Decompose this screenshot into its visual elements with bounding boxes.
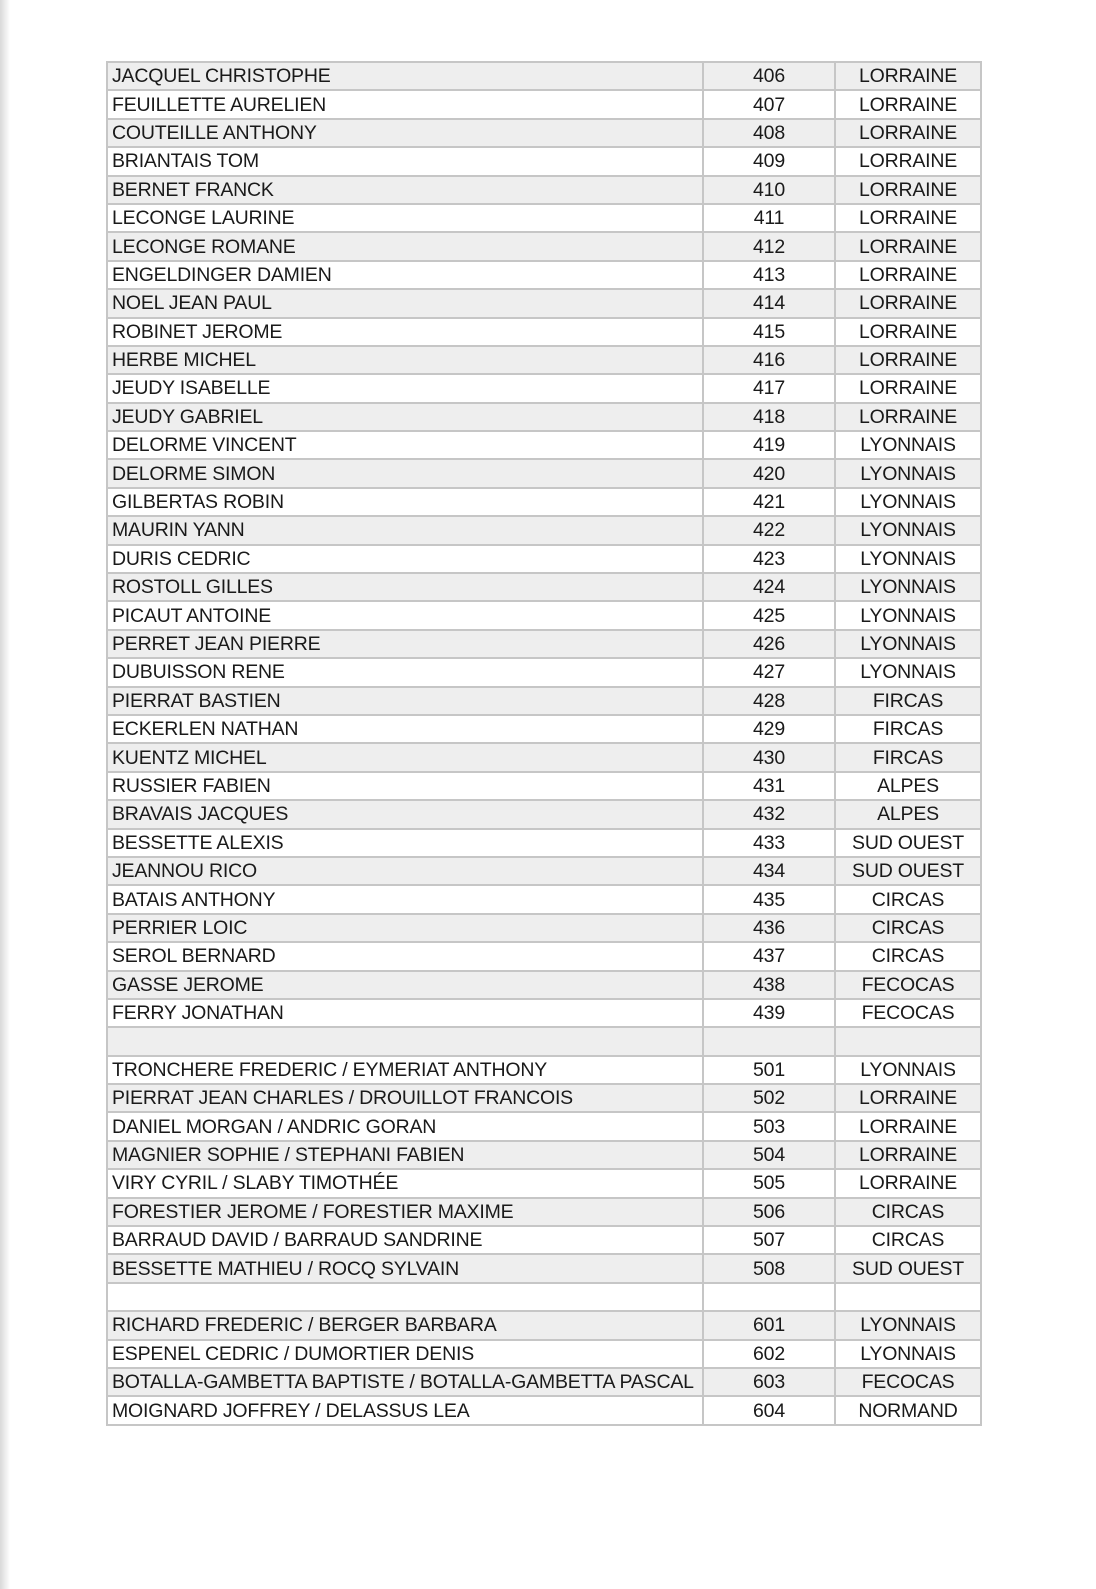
participant-region-cell: LORRAINE <box>835 1112 981 1140</box>
participant-region-cell: CIRCAS <box>835 1198 981 1226</box>
participant-number-cell: 407 <box>703 90 835 118</box>
participant-number-cell: 413 <box>703 261 835 289</box>
participant-number-cell: 428 <box>703 687 835 715</box>
participant-number-cell: 412 <box>703 232 835 260</box>
table-row-empty <box>107 1027 981 1055</box>
participant-region-cell: LYONNAIS <box>835 1056 981 1084</box>
table-row <box>107 289 981 317</box>
participant-region-cell: LORRAINE <box>835 403 981 431</box>
participant-name-cell <box>107 1027 703 1055</box>
table-row <box>107 857 981 885</box>
participant-table <box>106 61 982 1426</box>
participant-number-cell: 601 <box>703 1311 835 1339</box>
table-row <box>107 516 981 544</box>
participant-region-cell: SUD OUEST <box>835 829 981 857</box>
participant-region-cell: FIRCAS <box>835 715 981 743</box>
participant-name-cell: ECKERLEN NATHAN <box>107 715 703 743</box>
participant-region-cell: CIRCAS <box>835 942 981 970</box>
participant-number-cell: 438 <box>703 971 835 999</box>
participant-region-cell: LORRAINE <box>835 147 981 175</box>
participant-number-cell: 504 <box>703 1141 835 1169</box>
participant-region-cell: ALPES <box>835 800 981 828</box>
table-row <box>107 431 981 459</box>
table-row <box>107 1226 981 1254</box>
participant-name-cell: FORESTIER JEROME / FORESTIER MAXIME <box>107 1198 703 1226</box>
participant-name-cell: NOEL JEAN PAUL <box>107 289 703 317</box>
participant-region-cell <box>835 1283 981 1311</box>
participant-region-cell: FECOCAS <box>835 1368 981 1396</box>
table-row <box>107 403 981 431</box>
table-row <box>107 261 981 289</box>
participant-number-cell: 427 <box>703 658 835 686</box>
participant-number-cell: 417 <box>703 374 835 402</box>
participant-number-cell: 508 <box>703 1254 835 1282</box>
participant-name-cell: BATAIS ANTHONY <box>107 885 703 913</box>
participant-number-cell: 435 <box>703 885 835 913</box>
participant-region-cell: LORRAINE <box>835 1141 981 1169</box>
table-row <box>107 90 981 118</box>
participant-name-cell: HERBE MICHEL <box>107 346 703 374</box>
participant-region-cell: LYONNAIS <box>835 1340 981 1368</box>
participant-number-cell: 602 <box>703 1340 835 1368</box>
participant-name-cell: PIERRAT JEAN CHARLES / DROUILLOT FRANCOIS <box>107 1084 703 1112</box>
participant-name-cell: FERRY JONATHAN <box>107 999 703 1027</box>
participant-number-cell: 437 <box>703 942 835 970</box>
participant-region-cell: LORRAINE <box>835 232 981 260</box>
participant-number-cell: 421 <box>703 488 835 516</box>
participant-region-cell: LORRAINE <box>835 1169 981 1197</box>
participant-name-cell: COUTEILLE ANTHONY <box>107 119 703 147</box>
participant-name-cell: VIRY CYRIL / SLABY TIMOTHÉE <box>107 1169 703 1197</box>
participant-region-cell: LYONNAIS <box>835 488 981 516</box>
table-row <box>107 1340 981 1368</box>
table-row <box>107 204 981 232</box>
table-row <box>107 1311 981 1339</box>
participant-name-cell: KUENTZ MICHEL <box>107 743 703 771</box>
participant-number-cell: 420 <box>703 459 835 487</box>
participant-name-cell: ESPENEL CEDRIC / DUMORTIER DENIS <box>107 1340 703 1368</box>
participant-name-cell: BRIANTAIS TOM <box>107 147 703 175</box>
participant-region-cell: LORRAINE <box>835 1084 981 1112</box>
participant-name-cell: SEROL BERNARD <box>107 942 703 970</box>
participant-name-cell: RUSSIER FABIEN <box>107 772 703 800</box>
participant-region-cell <box>835 1027 981 1055</box>
participant-number-cell: 422 <box>703 516 835 544</box>
table-row <box>107 374 981 402</box>
participant-region-cell: LYONNAIS <box>835 431 981 459</box>
participant-region-cell: LYONNAIS <box>835 630 981 658</box>
table-row <box>107 772 981 800</box>
participant-number-cell: 410 <box>703 176 835 204</box>
participant-number-cell: 432 <box>703 800 835 828</box>
participant-name-cell: JEANNOU RICO <box>107 857 703 885</box>
participant-region-cell: FIRCAS <box>835 687 981 715</box>
participant-name-cell: LECONGE LAURINE <box>107 204 703 232</box>
participant-region-cell: LYONNAIS <box>835 459 981 487</box>
table-row <box>107 318 981 346</box>
table-row <box>107 687 981 715</box>
table-row <box>107 62 981 90</box>
table-row <box>107 1056 981 1084</box>
participant-region-cell: FIRCAS <box>835 743 981 771</box>
participant-region-cell: LORRAINE <box>835 374 981 402</box>
table-row <box>107 1254 981 1282</box>
table-row <box>107 459 981 487</box>
participant-number-cell: 433 <box>703 829 835 857</box>
participant-number-cell: 415 <box>703 318 835 346</box>
participant-number-cell: 416 <box>703 346 835 374</box>
participant-number-cell: 406 <box>703 62 835 90</box>
table-row <box>107 971 981 999</box>
table-row <box>107 829 981 857</box>
table-row <box>107 488 981 516</box>
table-row <box>107 800 981 828</box>
participant-name-cell: ROSTOLL GILLES <box>107 573 703 601</box>
table-row <box>107 1112 981 1140</box>
participant-region-cell: LYONNAIS <box>835 601 981 629</box>
participant-name-cell: ENGELDINGER DAMIEN <box>107 261 703 289</box>
participant-name-cell: BESSETTE ALEXIS <box>107 829 703 857</box>
participant-number-cell: 409 <box>703 147 835 175</box>
participant-number-cell: 426 <box>703 630 835 658</box>
table-row <box>107 573 981 601</box>
participant-region-cell: FECOCAS <box>835 999 981 1027</box>
participant-name-cell <box>107 1283 703 1311</box>
table-row-empty <box>107 1283 981 1311</box>
participant-number-cell: 430 <box>703 743 835 771</box>
participant-region-cell: NORMAND <box>835 1396 981 1424</box>
table-row <box>107 715 981 743</box>
participant-number-cell: 431 <box>703 772 835 800</box>
participant-number-cell: 502 <box>703 1084 835 1112</box>
participant-number-cell: 506 <box>703 1198 835 1226</box>
participant-region-cell: ALPES <box>835 772 981 800</box>
participant-name-cell: MAURIN YANN <box>107 516 703 544</box>
participant-number-cell: 507 <box>703 1226 835 1254</box>
participant-name-cell: FEUILLETTE AURELIEN <box>107 90 703 118</box>
participant-name-cell: PERRET JEAN PIERRE <box>107 630 703 658</box>
participant-region-cell: LYONNAIS <box>835 658 981 686</box>
participant-region-cell: LORRAINE <box>835 346 981 374</box>
participant-name-cell: JEUDY ISABELLE <box>107 374 703 402</box>
table-row <box>107 1141 981 1169</box>
participant-name-cell: GILBERTAS ROBIN <box>107 488 703 516</box>
participant-number-cell: 425 <box>703 601 835 629</box>
participant-region-cell: LORRAINE <box>835 204 981 232</box>
participant-name-cell: DELORME VINCENT <box>107 431 703 459</box>
participant-region-cell: LORRAINE <box>835 119 981 147</box>
participant-name-cell: BERNET FRANCK <box>107 176 703 204</box>
participant-name-cell: JEUDY GABRIEL <box>107 403 703 431</box>
participant-number-cell: 418 <box>703 403 835 431</box>
participant-number-cell: 604 <box>703 1396 835 1424</box>
participant-name-cell: RICHARD FREDERIC / BERGER BARBARA <box>107 1311 703 1339</box>
table-row <box>107 630 981 658</box>
participant-name-cell: TRONCHERE FREDERIC / EYMERIAT ANTHONY <box>107 1056 703 1084</box>
table-row <box>107 346 981 374</box>
participant-name-cell: BOTALLA-GAMBETTA BAPTISTE / BOTALLA-GAMBETTA PASCAL <box>107 1368 703 1396</box>
participant-name-cell: PIERRAT BASTIEN <box>107 687 703 715</box>
participant-number-cell: 411 <box>703 204 835 232</box>
participant-region-cell: LYONNAIS <box>835 573 981 601</box>
participant-number-cell: 501 <box>703 1056 835 1084</box>
table-row <box>107 658 981 686</box>
table-row <box>107 176 981 204</box>
table-row <box>107 1169 981 1197</box>
participant-number-cell: 439 <box>703 999 835 1027</box>
participant-region-cell: LYONNAIS <box>835 545 981 573</box>
participant-name-cell: PICAUT ANTOINE <box>107 601 703 629</box>
participant-region-cell: SUD OUEST <box>835 857 981 885</box>
table-row <box>107 1368 981 1396</box>
table-row <box>107 119 981 147</box>
table-row <box>107 743 981 771</box>
participant-name-cell: DUBUISSON RENE <box>107 658 703 686</box>
participant-name-cell: BRAVAIS JACQUES <box>107 800 703 828</box>
table-row <box>107 232 981 260</box>
participant-name-cell: JACQUEL CHRISTOPHE <box>107 62 703 90</box>
participant-name-cell: BARRAUD DAVID / BARRAUD SANDRINE <box>107 1226 703 1254</box>
participant-number-cell: 505 <box>703 1169 835 1197</box>
participant-number-cell: 436 <box>703 914 835 942</box>
participant-region-cell: LORRAINE <box>835 318 981 346</box>
participant-number-cell: 423 <box>703 545 835 573</box>
table-row <box>107 601 981 629</box>
page-edge-shadow <box>0 0 10 1589</box>
participant-region-cell: FECOCAS <box>835 971 981 999</box>
participant-name-cell: MOIGNARD JOFFREY / DELASSUS LEA <box>107 1396 703 1424</box>
participant-number-cell: 424 <box>703 573 835 601</box>
participant-name-cell: DURIS CEDRIC <box>107 545 703 573</box>
participant-number-cell: 419 <box>703 431 835 459</box>
participant-name-cell: DANIEL MORGAN / ANDRIC GORAN <box>107 1112 703 1140</box>
participant-region-cell: LORRAINE <box>835 176 981 204</box>
participant-number-cell: 434 <box>703 857 835 885</box>
participant-name-cell: GASSE JEROME <box>107 971 703 999</box>
participant-number-cell: 503 <box>703 1112 835 1140</box>
table-row <box>107 999 981 1027</box>
table-row <box>107 942 981 970</box>
participant-table-body <box>107 62 981 1425</box>
participant-number-cell: 408 <box>703 119 835 147</box>
participant-region-cell: CIRCAS <box>835 914 981 942</box>
table-row <box>107 1396 981 1424</box>
participant-number-cell <box>703 1027 835 1055</box>
participant-sheet <box>106 61 980 1426</box>
participant-region-cell: CIRCAS <box>835 885 981 913</box>
participant-region-cell: LYONNAIS <box>835 1311 981 1339</box>
participant-region-cell: SUD OUEST <box>835 1254 981 1282</box>
participant-name-cell: ROBINET JEROME <box>107 318 703 346</box>
table-row <box>107 914 981 942</box>
table-row <box>107 1198 981 1226</box>
participant-name-cell: LECONGE ROMANE <box>107 232 703 260</box>
participant-name-cell: BESSETTE MATHIEU / ROCQ SYLVAIN <box>107 1254 703 1282</box>
table-row <box>107 545 981 573</box>
participant-name-cell: PERRIER LOIC <box>107 914 703 942</box>
participant-name-cell: DELORME SIMON <box>107 459 703 487</box>
participant-number-cell: 603 <box>703 1368 835 1396</box>
participant-region-cell: LORRAINE <box>835 62 981 90</box>
table-row <box>107 885 981 913</box>
participant-region-cell: LYONNAIS <box>835 516 981 544</box>
participant-region-cell: LORRAINE <box>835 261 981 289</box>
participant-number-cell <box>703 1283 835 1311</box>
participant-number-cell: 429 <box>703 715 835 743</box>
table-row <box>107 147 981 175</box>
participant-number-cell: 414 <box>703 289 835 317</box>
participant-region-cell: LORRAINE <box>835 289 981 317</box>
participant-region-cell: CIRCAS <box>835 1226 981 1254</box>
table-row <box>107 1084 981 1112</box>
participant-name-cell: MAGNIER SOPHIE / STEPHANI FABIEN <box>107 1141 703 1169</box>
participant-region-cell: LORRAINE <box>835 90 981 118</box>
